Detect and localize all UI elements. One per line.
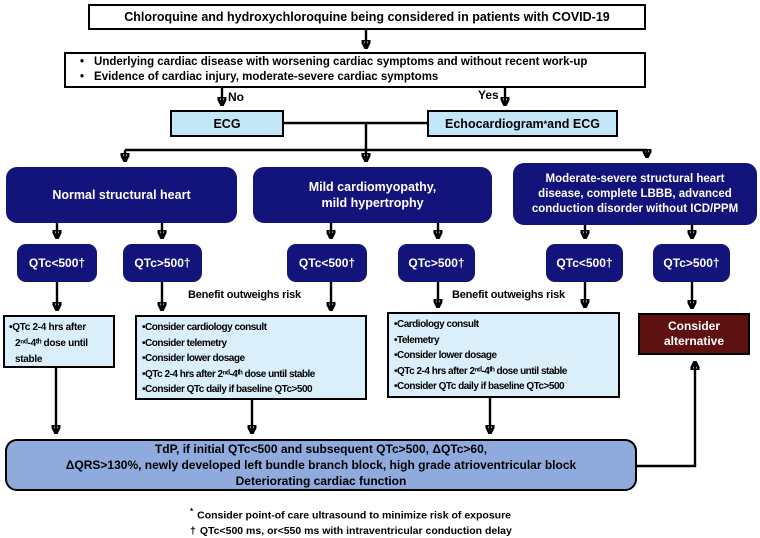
- category-box-mild-cardiomyopathy: [253, 167, 492, 223]
- benefit-outweighs-risk-label-2: Benefit outweighs risk: [452, 289, 565, 301]
- ecg-label: ECG: [213, 116, 241, 131]
- stop-criteria-line: ΔQRS>130%, newly developed left bundle branch block, high grade atrioventricular block: [65, 458, 577, 472]
- management-bullet: •Consider cardiology consult: [142, 322, 267, 333]
- management-bullet: •Consider QTc daily if baseline QTc>500: [142, 384, 313, 395]
- echocardiogram-box: Echocardiogram * and ECG: [427, 110, 618, 137]
- criteria-item: [76, 55, 587, 70]
- category-line: disease, complete LBBB, advanced: [538, 187, 732, 200]
- management-bullet: •Consider lower dosage: [142, 353, 245, 364]
- alternative-line: alternative: [663, 334, 725, 348]
- criteria-item: [76, 70, 587, 85]
- management-line: 2ⁿᵈ-4ᵗʰ dose until: [15, 338, 88, 349]
- criteria-list: [76, 55, 587, 85]
- footnote-text: QTc<500 ms, or<550 ms with intraventricular conduction delay: [199, 524, 512, 537]
- dagger-marker: †: [190, 524, 196, 537]
- branch-label-no: No: [228, 90, 244, 104]
- criteria-box: [64, 52, 646, 88]
- category-line: Normal structural heart: [52, 188, 191, 202]
- category-box-normal-heart: [6, 167, 237, 223]
- qtc-box-6: QTc>500†: [653, 244, 730, 282]
- footnotes: [190, 504, 512, 538]
- management-bullet: •Cardiology consult: [394, 319, 479, 330]
- management-bullet: •Telemetry: [394, 334, 440, 346]
- category-line: conduction disorder without ICD/PPM: [531, 202, 739, 215]
- title-text: Chloroquine and hydroxychloroquine being considered in patients with COVID-19: [124, 10, 610, 24]
- alternative-line: Consider: [667, 319, 720, 333]
- management-bullet: •Consider lower dosage: [394, 350, 497, 361]
- category-box-moderate-severe: [513, 163, 757, 225]
- ecg-box: [170, 110, 284, 137]
- asterisk-marker: *: [190, 507, 194, 516]
- footnote-asterisk: [190, 504, 512, 524]
- qtc-box-4: QTc>500†: [398, 244, 475, 282]
- category-line: Moderate-severe structural heart: [545, 172, 725, 185]
- qtc-box-1: QTc<500†: [17, 244, 97, 282]
- qtc-box-3: QTc<500†: [287, 244, 367, 282]
- consider-alternative-box: [638, 313, 750, 355]
- footnote-text: Consider point-of care ultrasound to minimize risk of exposure: [197, 509, 512, 522]
- management-bullet: •Consider QTc daily if baseline QTc>500: [394, 381, 565, 392]
- stop-criteria-line: Deteriorating cardiac function: [235, 474, 407, 488]
- qtc-box-5: QTc<500†: [546, 244, 623, 282]
- title-box: [88, 4, 646, 30]
- benefit-outweighs-risk-label-1: Benefit outweighs risk: [188, 289, 301, 301]
- criteria-item-text: • Underlying cardiac disease with worsening cardiac symptoms and without recent work-up: [94, 56, 588, 68]
- criteria-item-text: • Evidence of cardiac injury, moderate-severe cardiac symptoms: [94, 71, 439, 83]
- stop-criteria-box: [5, 439, 637, 491]
- qtc-box-2: QTc>500†: [123, 244, 202, 282]
- footnote-dagger: [190, 524, 512, 538]
- echo-label-suffix: and ECG: [547, 116, 600, 131]
- category-line: mild hypertrophy: [321, 196, 424, 210]
- branch-label-yes: Yes: [478, 88, 499, 102]
- management-box-consider-consult: [135, 315, 367, 400]
- management-line: stable: [15, 354, 43, 365]
- management-line: •QTc 2-4 hrs after: [9, 322, 86, 333]
- management-bullet: •QTc 2-4 hrs after 2ⁿᵈ-4ᵗʰ dose until stable: [394, 365, 567, 377]
- management-box-cardiology-consult: [387, 312, 620, 398]
- echo-label: Echocardiogram: [445, 116, 544, 131]
- management-bullet: •Consider telemetry: [142, 337, 227, 349]
- category-line: Mild cardiomyopathy,: [308, 180, 437, 194]
- stop-criteria-line: TdP, if initial QTc<500 and subsequent QTc>500, ΔQTc>60,: [154, 442, 488, 456]
- management-box-monitor: [3, 315, 115, 368]
- management-bullet: •QTc 2-4 hrs after 2ⁿᵈ-4ᵗʰ dose until stable: [142, 368, 315, 380]
